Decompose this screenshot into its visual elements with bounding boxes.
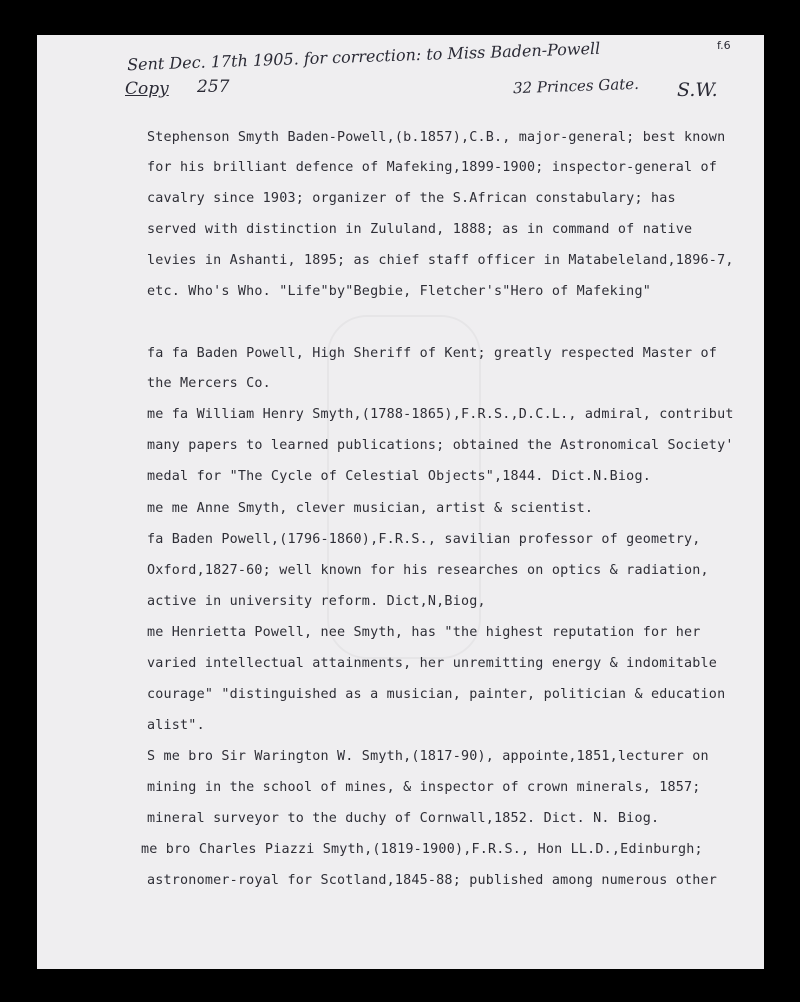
text-line: the Mercers Co. <box>147 376 271 391</box>
text-line: me Henrietta Powell, nee Smyth, has "the highest reputation for her <box>147 625 701 640</box>
text-line: etc. Who's Who. "Life"by"Begbie, Fletcher's"Hero of Mafeking" <box>147 284 651 299</box>
handwritten-address: 32 Princes Gate. <box>512 74 640 98</box>
text-line: cavalry since 1903; organizer of the S.African constabulary; has <box>147 191 676 206</box>
handwritten-sent-note: Sent Dec. 17th 1905. for correction: to Miss Baden-Powell <box>126 38 601 75</box>
handwritten-address-sw: S.W. <box>677 79 718 101</box>
text-line: Stephenson Smyth Baden-Powell,(b.1857),C.B., major-general; best known <box>147 130 726 145</box>
text-line: active in university reform. Dict,N,Biog, <box>147 594 486 609</box>
text-line: mining in the school of mines, & inspector of crown minerals, 1857; <box>147 780 701 795</box>
text-line: astronomer-royal for Scotland,1845-88; published among numerous other <box>147 873 718 888</box>
text-line: levies in Ashanti, 1895; as chief staff officer in Matabeleland,1896-7, <box>147 253 734 268</box>
text-line: me fa William Henry Smyth,(1788-1865),F.R.S.,D.C.L., admiral, contribut <box>147 407 734 422</box>
text-line: fa fa Baden Powell, High Sheriff of Kent; greatly respected Master of <box>147 346 718 361</box>
text-line: fa Baden Powell,(1796-1860),F.R.S., savilian professor of geometry, <box>147 532 701 547</box>
text-line: mineral surveyor to the duchy of Cornwall,1852. Dict. N. Biog. <box>147 811 660 826</box>
text-line: many papers to learned publications; obtained the Astronomical Society' <box>147 438 734 453</box>
text-line: S me bro Sir Warington W. Smyth,(1817-90), appointe,1851,lecturer on <box>147 749 709 764</box>
text-line: me bro Charles Piazzi Smyth,(1819-1900),F.R.S., Hon LL.D.,Edinburgh; <box>141 842 703 857</box>
text-line: varied intellectual attainments, her unremitting energy & indomitable <box>147 656 718 671</box>
text-line: for his brilliant defence of Mafeking,1899-1900; inspector-general of <box>147 160 718 175</box>
handwritten-copy-label: Copy <box>125 79 169 99</box>
text-line: served with distinction in Zululand, 1888; as in command of native <box>147 222 693 237</box>
text-line: Oxford,1827-60; well known for his researches on optics & radiation, <box>147 563 709 578</box>
text-line: medal for "The Cycle of Celestial Objects",1844. Dict.N.Biog. <box>147 469 651 484</box>
text-line: courage" "distinguished as a musician, painter, politician & education <box>147 687 726 702</box>
handwritten-copy-number: 257 <box>197 77 230 97</box>
text-line: alist". <box>147 718 205 733</box>
typed-body <box>141 35 767 969</box>
document-page <box>37 35 764 969</box>
folio-number: f.6 <box>717 39 731 52</box>
text-line: me me Anne Smyth, clever musician, artist & scientist. <box>147 501 594 516</box>
